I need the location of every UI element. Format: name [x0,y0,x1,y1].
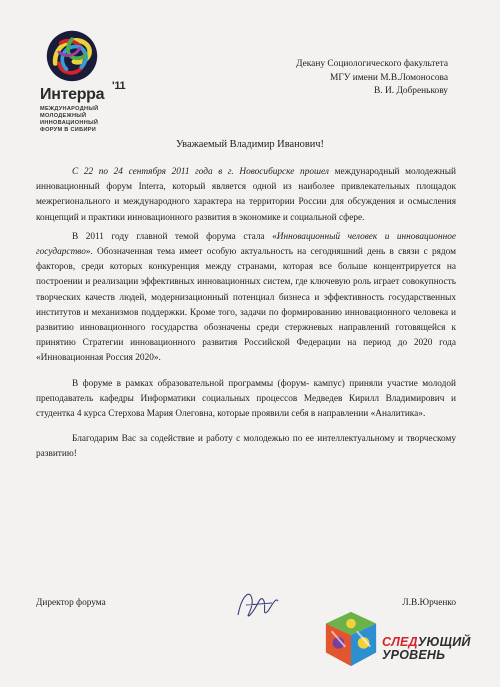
addressee-block [296,58,448,99]
next-level-wordmark: СЛЕДУЮЩИЙ УРОВЕНЬ [382,635,471,662]
signer-name: Л.В.Юрченко [402,598,456,608]
logo-year: '11 [112,80,126,92]
logo-title: Интерра '11 [40,80,126,103]
interra-logo [40,28,136,134]
paragraph-4: Благодарим Вас за содействие и работу с молодежью по ее интеллектуальному и творческому развитию! [36,434,456,460]
next-level-logo [322,608,472,674]
addressee-line: В. И. Добренькову [374,86,448,96]
interra-swirl-icon [44,28,100,84]
handwritten-signature [232,585,282,625]
addressee-line: МГУ имени М.В.Ломоносова [329,72,448,83]
colorful-cube-icon [322,608,380,670]
signer-title: Директор форума [36,598,106,608]
paragraph-1: С 22 по 24 сентября 2011 года в г. Новосибирске прошел международный молодежный инновационный форум Interra, который является одной из наиболее привлекательных площадок межрегионального и международного характера на территории России для обсуждения и осмысления концепций и практики инновационного развития в экономике и социальной сфере. [36,167,456,223]
letter-body [36,165,456,467]
logo-tagline: МЕЖДУНАРОДНЫЙ МОЛОДЕЖНЫЙ ИННОВАЦИОННЫЙ ФОРУМ В СИБИРИ [40,106,99,133]
paragraph-2: В 2011 году главной темой форума стала «Инновационный человек и инновационное государство». Обозначенная тема имеет особую актуальность на сегодняшний день в связи с рядом факторов, среди которых конкуренция между странами, которая все больше концентрируется на построении и реализации эффективных инновационных систем, где ключевую роль играет совокупность творческих качеств людей, модернизационный потенциал бизнеса и эффективность государственных институтов и механизмов поддержки. Кроме того, задачи по формированию инновационного человека и развитию инновационного государства обозначены среди стержневых направлений готовящейся к принятию Стратегии инновационного развития Российской Федерации на период до 2020 года «Инновационная Россия 2020». [36,231,456,364]
addressee-line: Декану Социологического факультета [296,59,448,69]
paragraph-3: В форуме в рамках образовательной программы (форум- кампус) приняли участие молодой преподаватель кафедры Информатики социальных процессов Медведев Кирилл Владимирович и студентка 4 курса Стерхова Мария Олеговна, которые проявили себя в направлении «Аналитика». [36,378,456,420]
salutation: Уважаемый Владимир Иванович! [176,139,324,150]
